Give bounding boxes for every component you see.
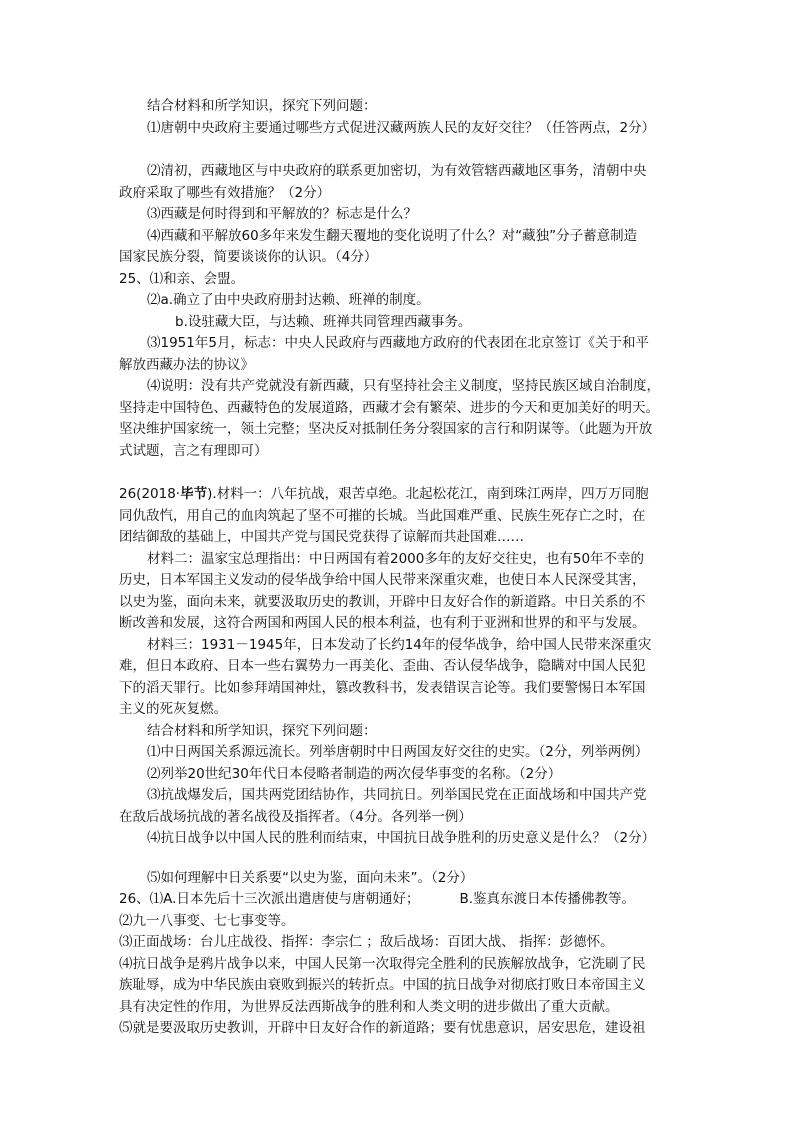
a26-answer-1a: 26、⑴A.日本先后十三次派出遣唐使与唐朝通好；	[119, 891, 420, 907]
q25-question-1: ⑴唐朝中央政府主要通过哪些方式促进汉藏两族人民的友好交往？（任答两点，2分）	[147, 119, 656, 136]
spacer	[119, 462, 679, 484]
a25-answer-2a: ⑵a.确立了由中央政府册封达赖、班禅的制度。	[147, 292, 430, 308]
q25-question-4-line-2: 国家民族分裂，简要谈谈你的认识。（4分）	[119, 249, 378, 265]
document-body	[119, 96, 679, 1040]
q26-question-1: ⑴中日两国关系源远流长。列举唐朝时中日两国友好交往的史实。（2分，列举两例）	[147, 744, 649, 760]
q26-material-1-line-1: ).材料一：八年抗战，艰苦卓绝。北起松花江，南到珠江两岸，四万万同胞	[207, 486, 649, 502]
a25-answer-4-line-4: 式试题，言之有理即可）	[119, 442, 268, 459]
q26-question-2: ⑵列举20世纪30年代日本侵略者制造的两次侵华事变的名称。（2分）	[147, 765, 562, 782]
q25-intro: 结合材料和所学知识，探究下列问题：	[147, 98, 377, 114]
q26-heading	[119, 484, 679, 506]
a25-answer-4-line-1: ⑷说明：没有共产党就没有新西藏，只有坚持社会主义制度，坚持民族区域自治制度，	[147, 378, 660, 394]
q26-material-3-line-3: 下的滔天罪行。比如参拜靖国神灶，篡改教科书，发表错误言论等。我们要警惕日本军国	[119, 679, 646, 696]
q26-heading-prefix: 26(2018·	[119, 486, 181, 502]
a25-answer-1: 25、⑴和亲、会盟。	[119, 270, 245, 287]
spacer	[119, 850, 679, 868]
q26-material-2-line-3: 以史为鉴，面向未来，就要汲取历史的教训，开辟中日友好合作的新道路。中日关系的不	[119, 593, 646, 610]
q25-question-4-line-1: ⑷西藏和平解放60多年来发生翻天覆地的变化说明了什么？对“藏独”分子蓄意制造	[147, 227, 638, 244]
q26-question-4: ⑷抗日战争以中国人民的胜利而结束，中国抗日战争胜利的历史意义是什么？（2分）	[147, 830, 656, 846]
q26-material-2-line-4: 断改善和发展，这符合两国和两国人民的根本利益，也有利于亚洲和世界的和平与发展。	[119, 615, 646, 631]
a26-answer-4-line-2: 族耻辱，成为中华民族由衰败到振兴的转折点。中国的抗日战争对彻底打败日本帝国主义	[119, 977, 646, 993]
q26-intro: 结合材料和所学知识，探究下列问题：	[147, 722, 377, 739]
a26-answer-4-line-3: 具有决定性的作用，为世界反法西斯战争的胜利和人类文明的进步做出了重大贡献。	[119, 998, 619, 1015]
q26-source-region: 毕节	[180, 486, 208, 502]
q26-material-3-line-1: 材料三：1931－1945年，日本发动了长约14年的侵华战争，给中国人民带来深重灾	[147, 636, 652, 653]
a26-answer-1b: B.鉴真东渡日本传播佛教等。	[459, 891, 636, 907]
a25-answer-3-line-2: 解放西藏办法的协议》	[119, 356, 254, 373]
q26-material-1-line-2: 同仇敌忾，用自己的血肉筑起了坚不可摧的长城。当此国难严重、民族生死存亡之时，在	[119, 507, 646, 524]
q26-material-1-line-3: 团结御敌的基础上，中国共产党与国民党获得了谅解而共赴国难……	[119, 529, 524, 545]
q26-material-3-line-4: 主义的死灰复燃。	[119, 701, 227, 717]
q26-question-3-line-1: ⑶抗战爆发后，国共两党团结协作，共同抗日。列举国民党在正面战场和中国共产党	[147, 787, 647, 803]
q25-question-3: ⑶西藏是何时得到和平解放的？标志是什么？	[147, 206, 417, 222]
a26-answer-2: ⑵九一八事变、七七事变等。	[119, 912, 295, 929]
q26-material-3-line-2: 难，但日本政府、日本一些右翼势力一再美化、歪曲、否认侵华战争，隐瞒对中国人民犯	[119, 658, 646, 674]
a25-answer-3-line-1: ⑶1951年5月，标志：中央人民政府与西藏地方政府的代表团在北京签订《关于和平	[147, 335, 649, 351]
a26-answer-1	[119, 889, 679, 911]
spacer	[119, 139, 679, 161]
a25-answer-4-line-3: 坚决维护国家统一，领土完整；坚决反对抵制任务分裂国家的言行和阴谋等。（此题为开放	[119, 421, 653, 437]
q26-material-2-line-1: 材料二：温家宝总理指出：中日两国有着2000多年的友好交往史，也有50年不幸的	[147, 550, 645, 567]
q26-material-2-line-2: 历史，日本军国主义发动的侵华战争给中国人民带来深重灾难，也使日本人民深受其害，	[119, 572, 646, 588]
q25-question-2-line-1: ⑵清初，西藏地区与中央政府的联系更加密切，为有效管辖西藏地区事务，清朝中央	[147, 163, 647, 179]
q26-question-3-line-2: 在敌后战场抗战的著名战役及指挥者。（4分。各列举一例）	[119, 808, 472, 825]
q26-question-5: ⑸如何理解中日关系要“以史为鉴，面向未来”。（2分）	[147, 869, 474, 886]
a26-answer-4-line-1: ⑷抗日战争是鸦片战争以来，中国人民第一次取得完全胜利的民族解放战争，它洗刷了民	[119, 955, 646, 972]
q25-question-2-line-2: 政府采取了哪些有效措施？（2分）	[119, 184, 331, 201]
a25-answer-4-line-2: 坚持走中国特色、西藏特色的发展道路，西藏才会有繁荣、进步的今天和更加美好的明天。	[119, 399, 659, 416]
a26-answer-3: ⑶正面战场：台儿庄战役、指挥：李宗仁 ；敌后战场：百团大战、 指挥：彭德怀。	[119, 934, 614, 950]
a26-answer-5: ⑸就是要汲取历史教训，开辟中日友好合作的新道路；要有忧患意识，居安思危，建设祖	[119, 1020, 646, 1036]
a25-answer-2b: b.设驻藏大臣，与达赖、班禅共同管理西藏事务。	[175, 313, 472, 330]
